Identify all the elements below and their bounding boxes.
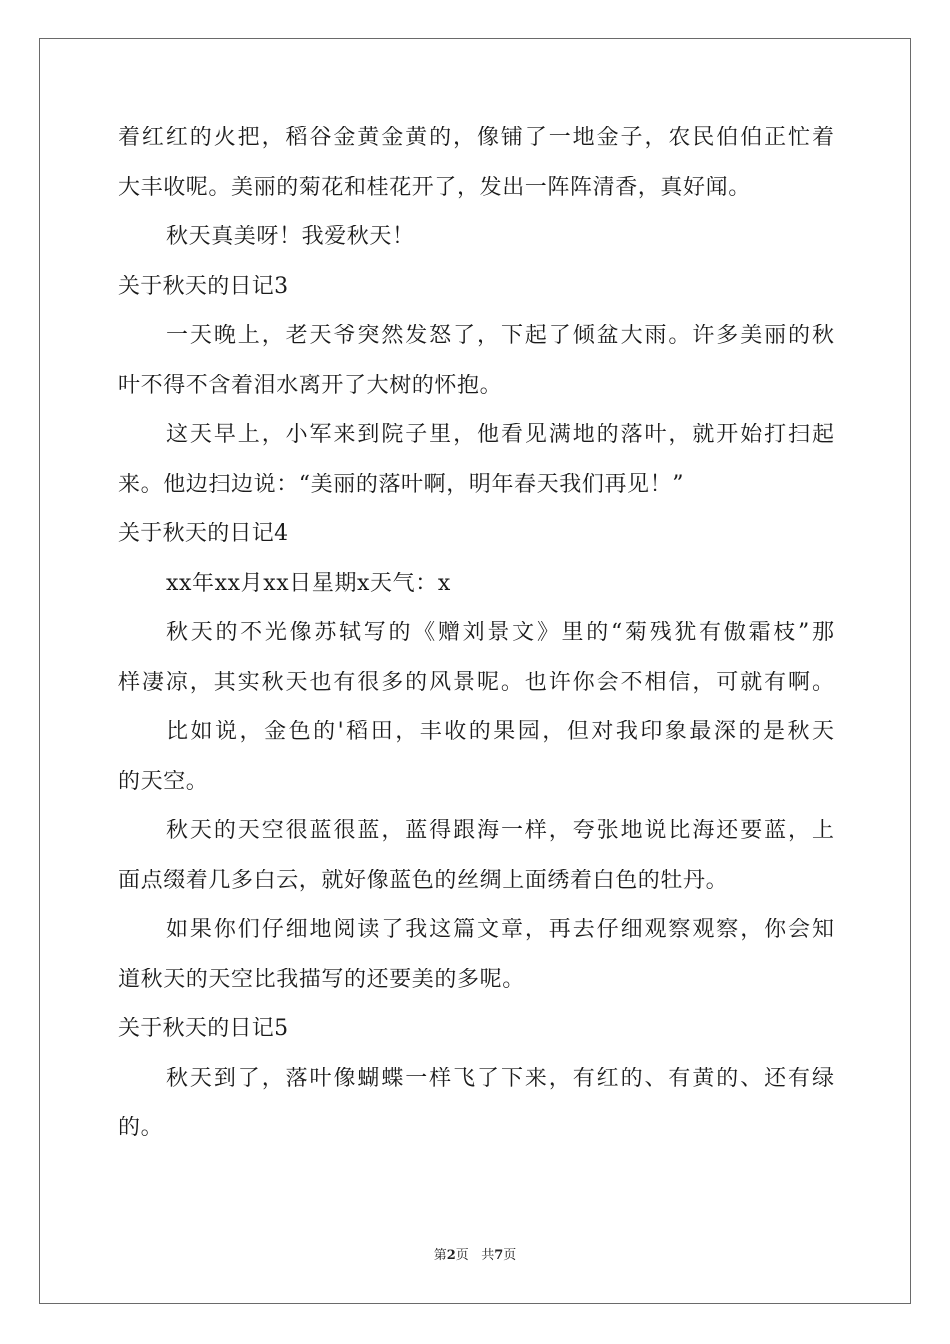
paragraph-line: 一天晚上，老天爷突然发怒了，下起了倾盆大雨。许多美丽的秋 — [166, 324, 834, 348]
paragraph-line: 着红红的火把，稻谷金黄金黄的，像铺了一地金子，农民伯伯正忙着 — [118, 126, 834, 150]
paragraph-line: 的。 — [118, 1116, 164, 1140]
paragraph-line: 这天早上，小军来到院子里，他看见满地的落叶，就开始打扫起 — [166, 423, 834, 447]
paragraph-line: 秋天到了，落叶像蝴蝶一样飞了下来，有红的、有黄的、还有绿 — [166, 1066, 834, 1091]
paragraph-line: 面点缀着几多白云，就好像蓝色的丝绸上面绣着白色的牡丹。 — [118, 868, 729, 893]
paragraph-line: 大丰收呢。美丽的菊花和桂花开了，发出一阵阵清香，真好闻。 — [118, 175, 751, 200]
paragraph-line: 秋天的天空很蓝很蓝，蓝得跟海一样，夸张地说比海还要蓝，上 — [166, 819, 834, 843]
paragraph-line: 如果你们仔细地阅读了我这篇文章，再去仔细观察观察，你会知 — [166, 918, 834, 942]
section-heading: 关于秋天的日记5 — [118, 1017, 289, 1041]
paragraph-line: 秋天的不光像苏轼写的《赠刘景文》里的“菊残犹有傲霜枝”那 — [166, 621, 834, 645]
paragraph-line: 比如说，金色的'稻田，丰收的果园，但对我印象最深的是秋天 — [166, 720, 834, 744]
section-heading: 关于秋天的日记3 — [118, 274, 289, 299]
page-prefix: 第 — [433, 1248, 447, 1263]
page-total: 7 — [494, 1248, 504, 1263]
page-current: 2 — [446, 1248, 456, 1263]
section-heading: 关于秋天的日记4 — [118, 522, 289, 546]
paragraph-line: 道秋天的天空比我描写的还要美的多呢。 — [118, 967, 525, 992]
paragraph-line: 秋天真美呀！我爱秋天！ — [166, 225, 415, 249]
page-suffix: 页 — [455, 1248, 469, 1263]
paragraph-line: 叶不得不含着泪水离开了大树的怀抱。 — [118, 373, 503, 398]
total-suffix: 页 — [503, 1248, 517, 1263]
document-body — [118, 126, 834, 1166]
paragraph-line: xx年xx月xx日星期x天气：x — [166, 571, 451, 596]
paragraph-line: 来。他边扫边说：“美丽的落叶啊，明年春天我们再见！” — [118, 472, 685, 497]
paragraph-line: 样凄凉，其实秋天也有很多的风景呢。也许你会不相信，可就有啊。 — [118, 670, 834, 695]
paragraph-line: 的天空。 — [118, 769, 209, 794]
total-prefix: 共 — [481, 1248, 495, 1263]
page-footer — [0, 1248, 950, 1264]
